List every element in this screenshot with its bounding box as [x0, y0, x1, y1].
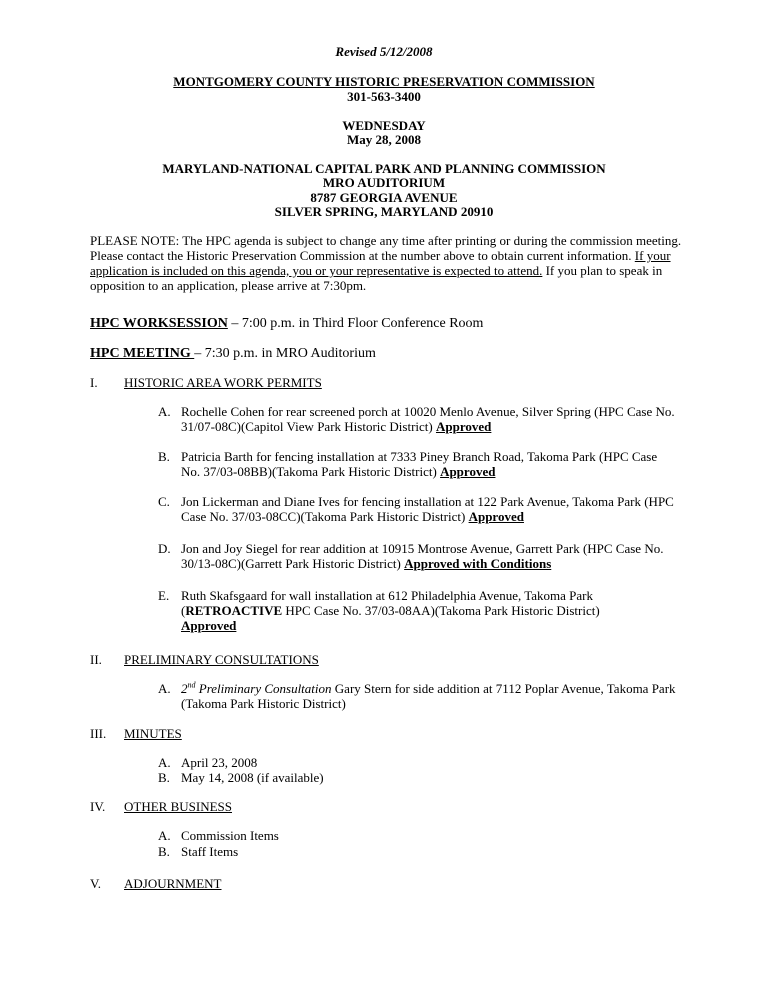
venue-room: MRO AUDITORIUM — [322, 175, 446, 190]
section-5-title: ADJOURNMENT — [124, 876, 222, 891]
meeting-date: May 28, 2008 — [346, 132, 422, 147]
minutes-item-b: B. May 14, 2008 (if available) — [158, 770, 324, 785]
agenda-note — [90, 233, 690, 293]
consultation-item-a: A. 2nd Preliminary Consultation Gary Stern for side addition at 7112 Poplar Avenue, Takoma Park (Takoma Park Historic District) — [158, 680, 676, 711]
note-line-1: PLEASE NOTE: The HPC agenda is subject to change any time after printing or during the commission meeting. — [90, 233, 682, 248]
note-line-2: Please contact the Historic Preservation Commission at the number above to obtain current information. If your — [90, 248, 671, 263]
permit-item-c: C. Jon Lickerman and Diane Ives for fencing installation at 122 Park Avenue, Takoma Park (HPC Case No. 37/03-08CC)(Takoma Park Historic District) Approved — [158, 494, 674, 524]
permit-item-a: A. Rochelle Cohen for rear screened porch at 10020 Menlo Avenue, Silver Spring (HPC Case No. 31/07-08C)(Capitol View Park Historic District) Approved — [158, 404, 675, 434]
status-approved: Approved — [468, 509, 524, 524]
venue-org: MARYLAND-NATIONAL CAPITAL PARK AND PLANNING COMMISSION — [162, 161, 606, 176]
commission-title: MONTGOMERY COUNTY HISTORIC PRESERVATION COMMISSION — [173, 74, 595, 89]
section-1-numeral: I. — [90, 375, 98, 390]
worksession-label: HPC WORKSESSION — [90, 316, 228, 331]
minutes-item-a: A. April 23, 2008 — [158, 755, 258, 770]
section-2-title: PRELIMINARY CONSULTATIONS — [124, 652, 319, 667]
retroactive-label: RETROACTIVE — [185, 603, 283, 618]
venue-city: SILVER SPRING, MARYLAND 20910 — [274, 204, 494, 219]
permit-item-b: B. Patricia Barth for fencing installation at 7333 Piney Branch Road, Takoma Park (HPC Case No. 37/03-08BB)(Takoma Park Historic District) Approved — [158, 449, 658, 479]
meeting-line: HPC MEETING – 7:30 p.m. in MRO Auditorium — [90, 346, 376, 361]
section-1-title: HISTORIC AREA WORK PERMITS — [124, 375, 322, 390]
permit-item-e: E. Ruth Skafsgaard for wall installation at 612 Philadelphia Avenue, Takoma Park (RETROACTIVE HPC Case No. 37/03-08AA)(Takoma Park Historic District) Approved — [158, 588, 600, 633]
commission-phone: 301-563-3400 — [347, 89, 421, 104]
business-item-a: A. Commission Items — [158, 828, 279, 843]
permit-item-d: D. Jon and Joy Siegel for rear addition at 10915 Montrose Avenue, Garrett Park (HPC Case No. 30/13-08C)(Garrett Park Historic District) Approved with Conditions — [158, 541, 664, 571]
worksession-line: HPC WORKSESSION – 7:00 p.m. in Third Floor Conference Room — [90, 316, 484, 331]
section-3-title: MINUTES — [124, 726, 182, 741]
note-line-4: opposition to an application, please arrive at 7:30pm. — [90, 278, 367, 293]
section-4-title: OTHER BUSINESS — [124, 799, 232, 814]
status-approved: Approved — [435, 419, 492, 434]
status-approved-conditions: Approved with Conditions — [404, 556, 552, 571]
note-line-3: application is included on this agenda, you or your representative is expected to attend. If you plan to speak in — [90, 263, 663, 278]
status-approved: Approved — [181, 618, 237, 633]
meeting-day: WEDNESDAY — [342, 118, 426, 133]
section-3-numeral: III. — [90, 726, 107, 741]
revised-date: Revised 5/12/2008 — [335, 44, 433, 59]
section-5-numeral: V. — [90, 876, 101, 891]
section-4-numeral: IV. — [90, 799, 106, 814]
venue-street: 8787 GEORGIA AVENUE — [310, 190, 458, 205]
status-approved: Approved — [440, 464, 496, 479]
meeting-label: HPC MEETING — [90, 346, 195, 361]
section-2-numeral: II. — [90, 652, 102, 667]
business-item-b: B. Staff Items — [158, 844, 239, 859]
